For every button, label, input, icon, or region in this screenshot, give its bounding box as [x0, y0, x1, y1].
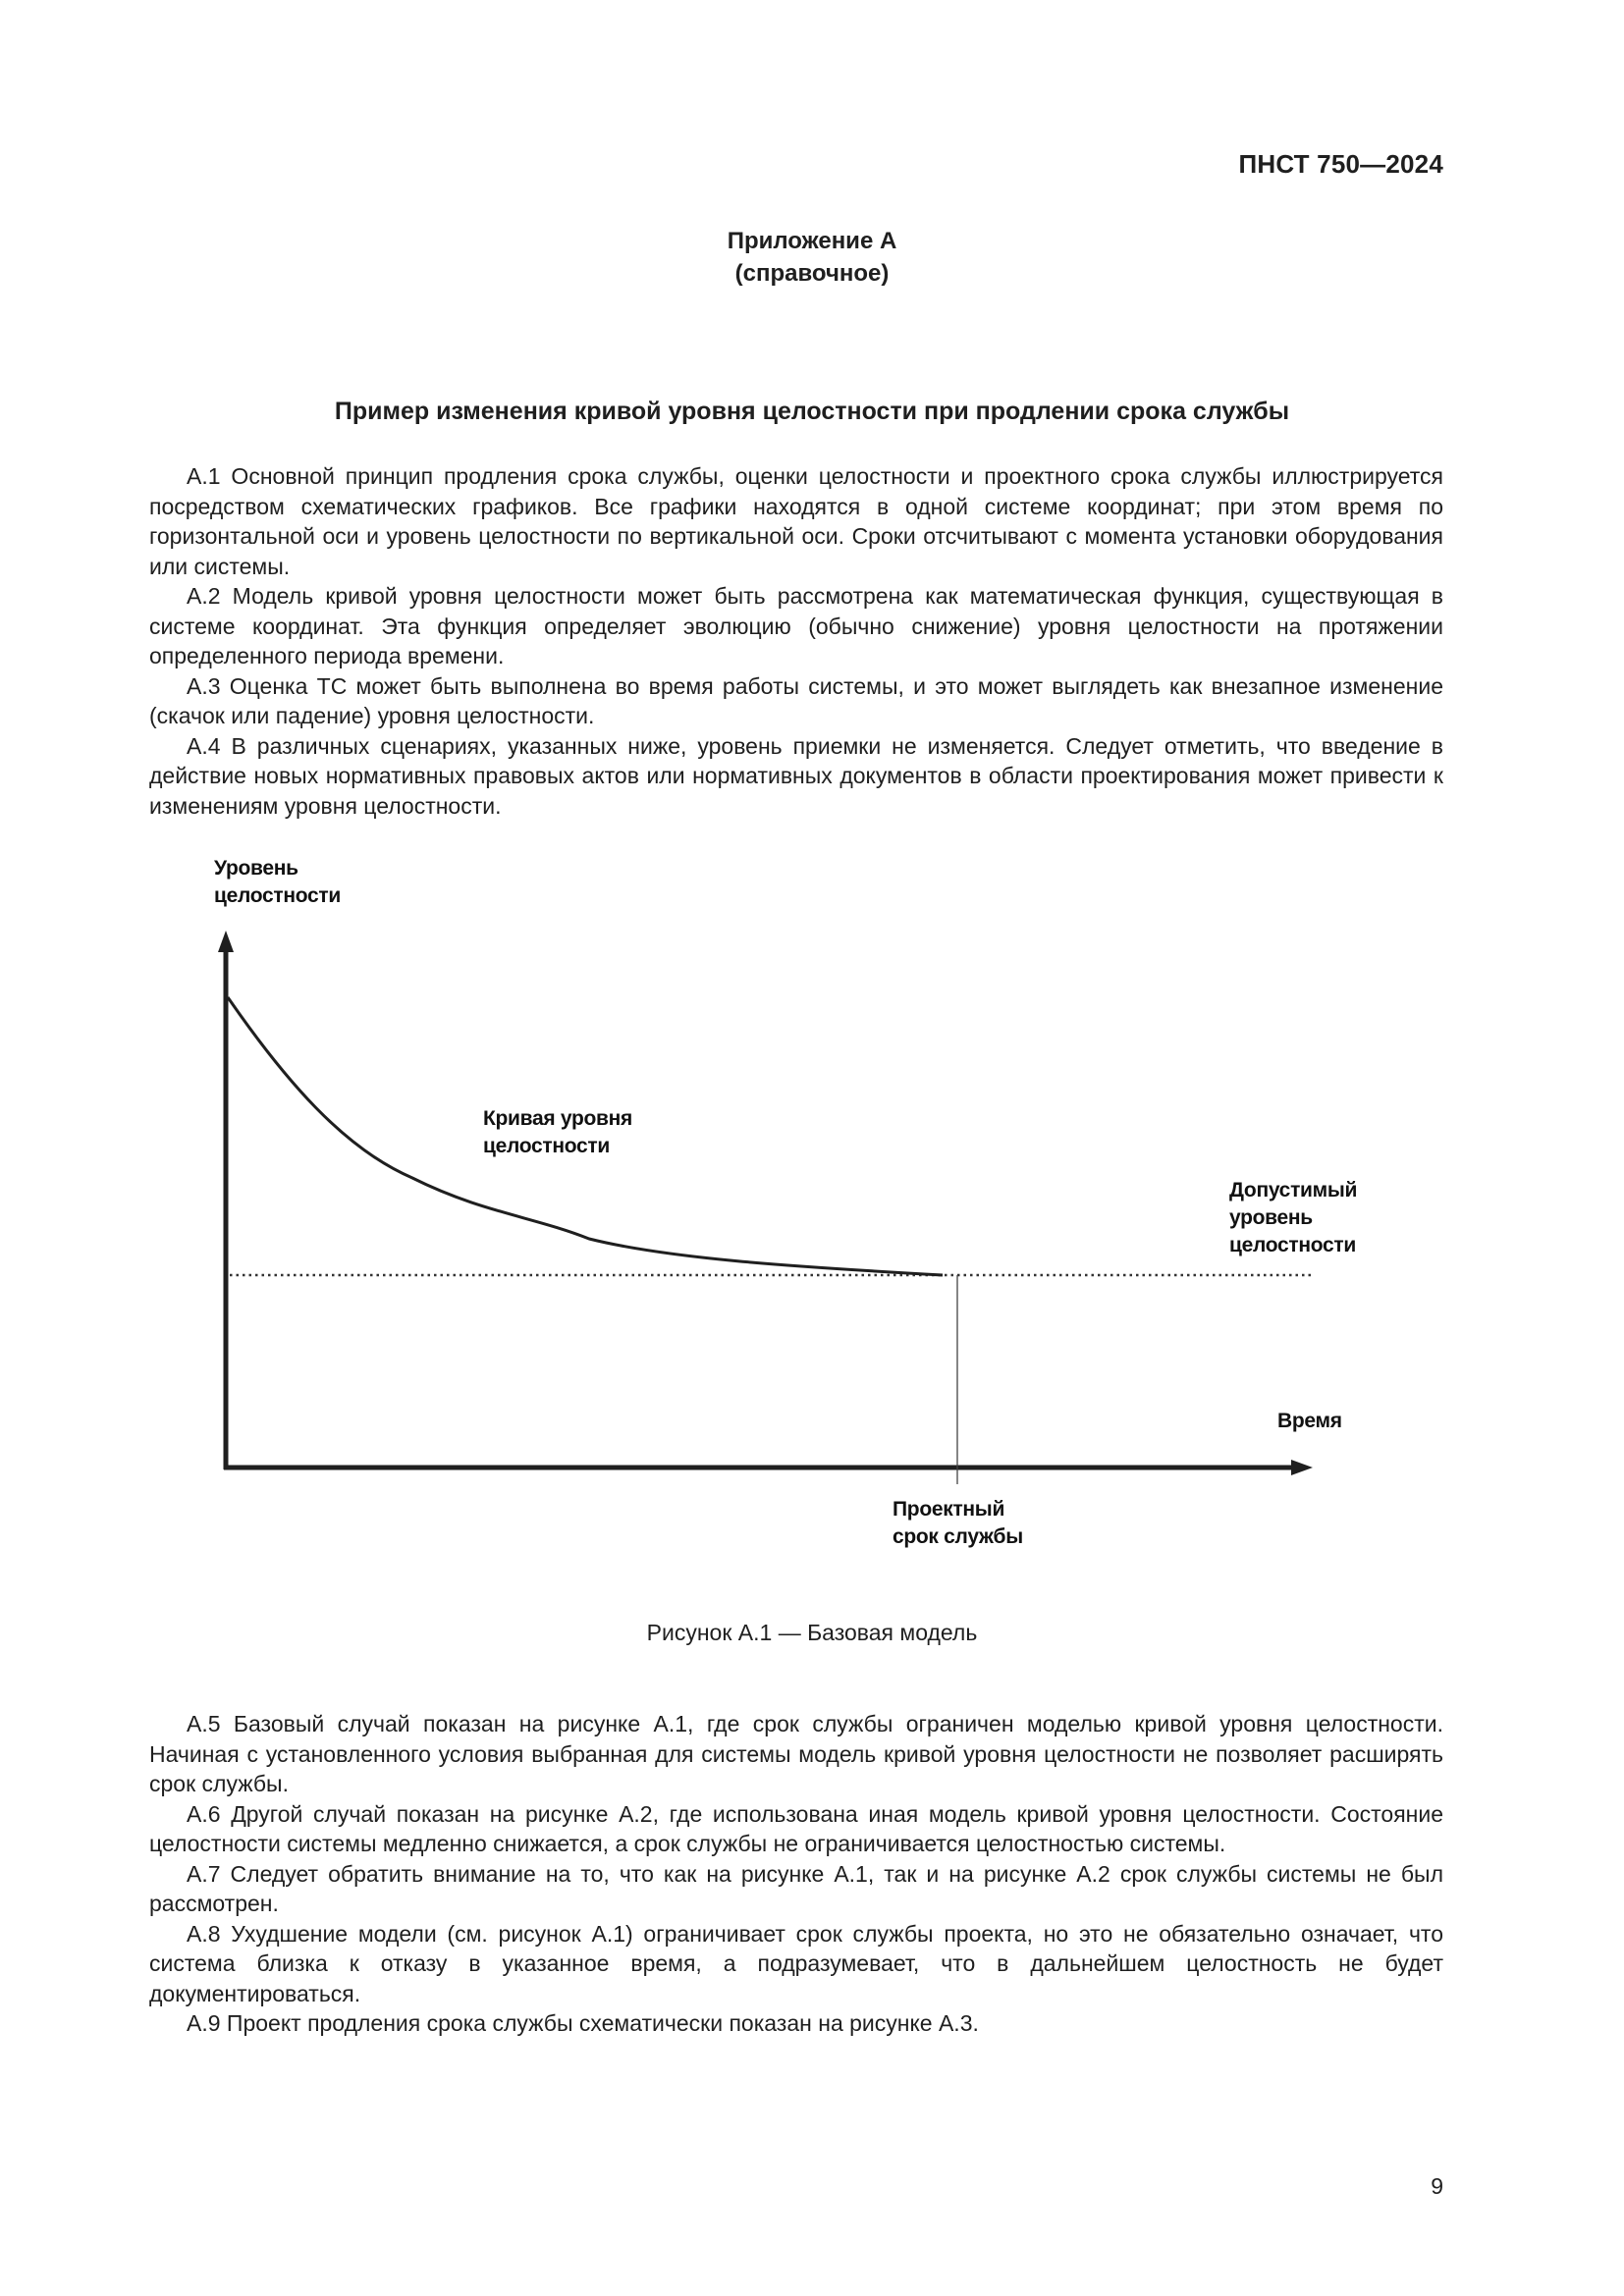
paragraph-a5: А.5 Базовый случай показан на рисунке А.1, где срок службы ограничен моделью кривой уровня целостности. Начиная с установленного условия выбранная для системы модель кривой уровня целостности не позволяет расширять срок службы. — [149, 1711, 1443, 1796]
design-life-label — [893, 1496, 1023, 1551]
paragraph-a4: А.4 В различных сценариях, указанных ниже, уровень приемки не изменяется. Следует отметить, что введение в действие новых нормативных правовых актов или нормативных документов в области проектирования может привести к изменениям уровня целостности. — [149, 732, 1443, 819]
paragraph-a3: А.3 Оценка ТС может быть выполнена во время работы системы, и это может выглядеть как внезапное изменение (скачок или падение) уровня целостности. — [149, 672, 1443, 728]
threshold-label-line1: Допустимый — [1229, 1179, 1358, 1201]
annex-type: (справочное) — [734, 260, 890, 287]
curve-label — [483, 1105, 632, 1160]
threshold-label — [1229, 1177, 1357, 1259]
paragraphs-bottom — [149, 1709, 1443, 2039]
paragraphs-top — [149, 461, 1443, 821]
design-life-label-line2: срок службы — [893, 1525, 1023, 1548]
paragraph-a9: А.9 Проект продления срока службы схематически показан на рисунке А.3. — [187, 2010, 979, 2036]
paragraph-a7: А.7 Следует обратить внимание на то, что как на рисунке А.1, так и на рисунке А.2 срок службы системы не был рассмотрен. — [149, 1860, 1443, 1916]
paragraph-a6: А.6 Другой случай показан на рисунке А.2, где использована иная модель кривой уровня целостности. Состояние целостности системы медленно снижается, а срок службы не ограничивается целостностью системы. — [149, 1800, 1443, 1856]
y-axis-label-line1: Уровень — [214, 857, 298, 880]
annex-title: Приложение А — [727, 228, 897, 254]
curve-label-line2: целостности — [483, 1135, 610, 1157]
x-axis-arrow-icon — [1291, 1460, 1313, 1475]
y-axis-label-line2: целостности — [214, 884, 341, 907]
page-number: 9 — [1431, 2173, 1443, 2199]
document-code: ПНСТ 750—2024 — [1238, 149, 1443, 179]
section-title: Пример изменения кривой уровня целостности при продлении срока службы — [334, 398, 1290, 425]
threshold-label-line3: целостности — [1229, 1234, 1356, 1256]
paragraph-a2: А.2 Модель кривой уровня целостности может быть рассмотрена как математическая функция, существующая в системе координат. Эта функция определяет эволюцию (обычно снижение) уровня целостности на протяжении определенного периода времени. — [149, 583, 1443, 668]
threshold-label-line2: уровень — [1229, 1206, 1313, 1229]
design-life-label-line1: Проектный — [893, 1498, 1005, 1521]
figure-caption: Рисунок А.1 — Базовая модель — [646, 1620, 978, 1645]
curve-label-line1: Кривая уровня — [483, 1107, 632, 1130]
annex-heading — [0, 225, 1624, 290]
y-axis-label — [214, 855, 341, 910]
y-axis-arrow-icon — [218, 931, 234, 952]
paragraph-a8: А.8 Ухудшение модели (см. рисунок А.1) ограничивает срок службы проекта, но это не обязательно означает, что система близка к отказу в указанное время, а подразумевает, что в дальнейшем целостность не будет документироваться. — [149, 1920, 1443, 2006]
x-axis-label: Время — [1277, 1410, 1342, 1432]
paragraph-a1: А.1 Основной принцип продления срока службы, оценки целостности и проектного срока службы иллюстрируется посредством схематических графиков. Все графики находятся в одной системе координат; при этом время по горизонтальной оси и уровень целостности по вертикальной оси. Сроки отсчитывают с момента установки оборудования или системы. — [149, 463, 1443, 579]
